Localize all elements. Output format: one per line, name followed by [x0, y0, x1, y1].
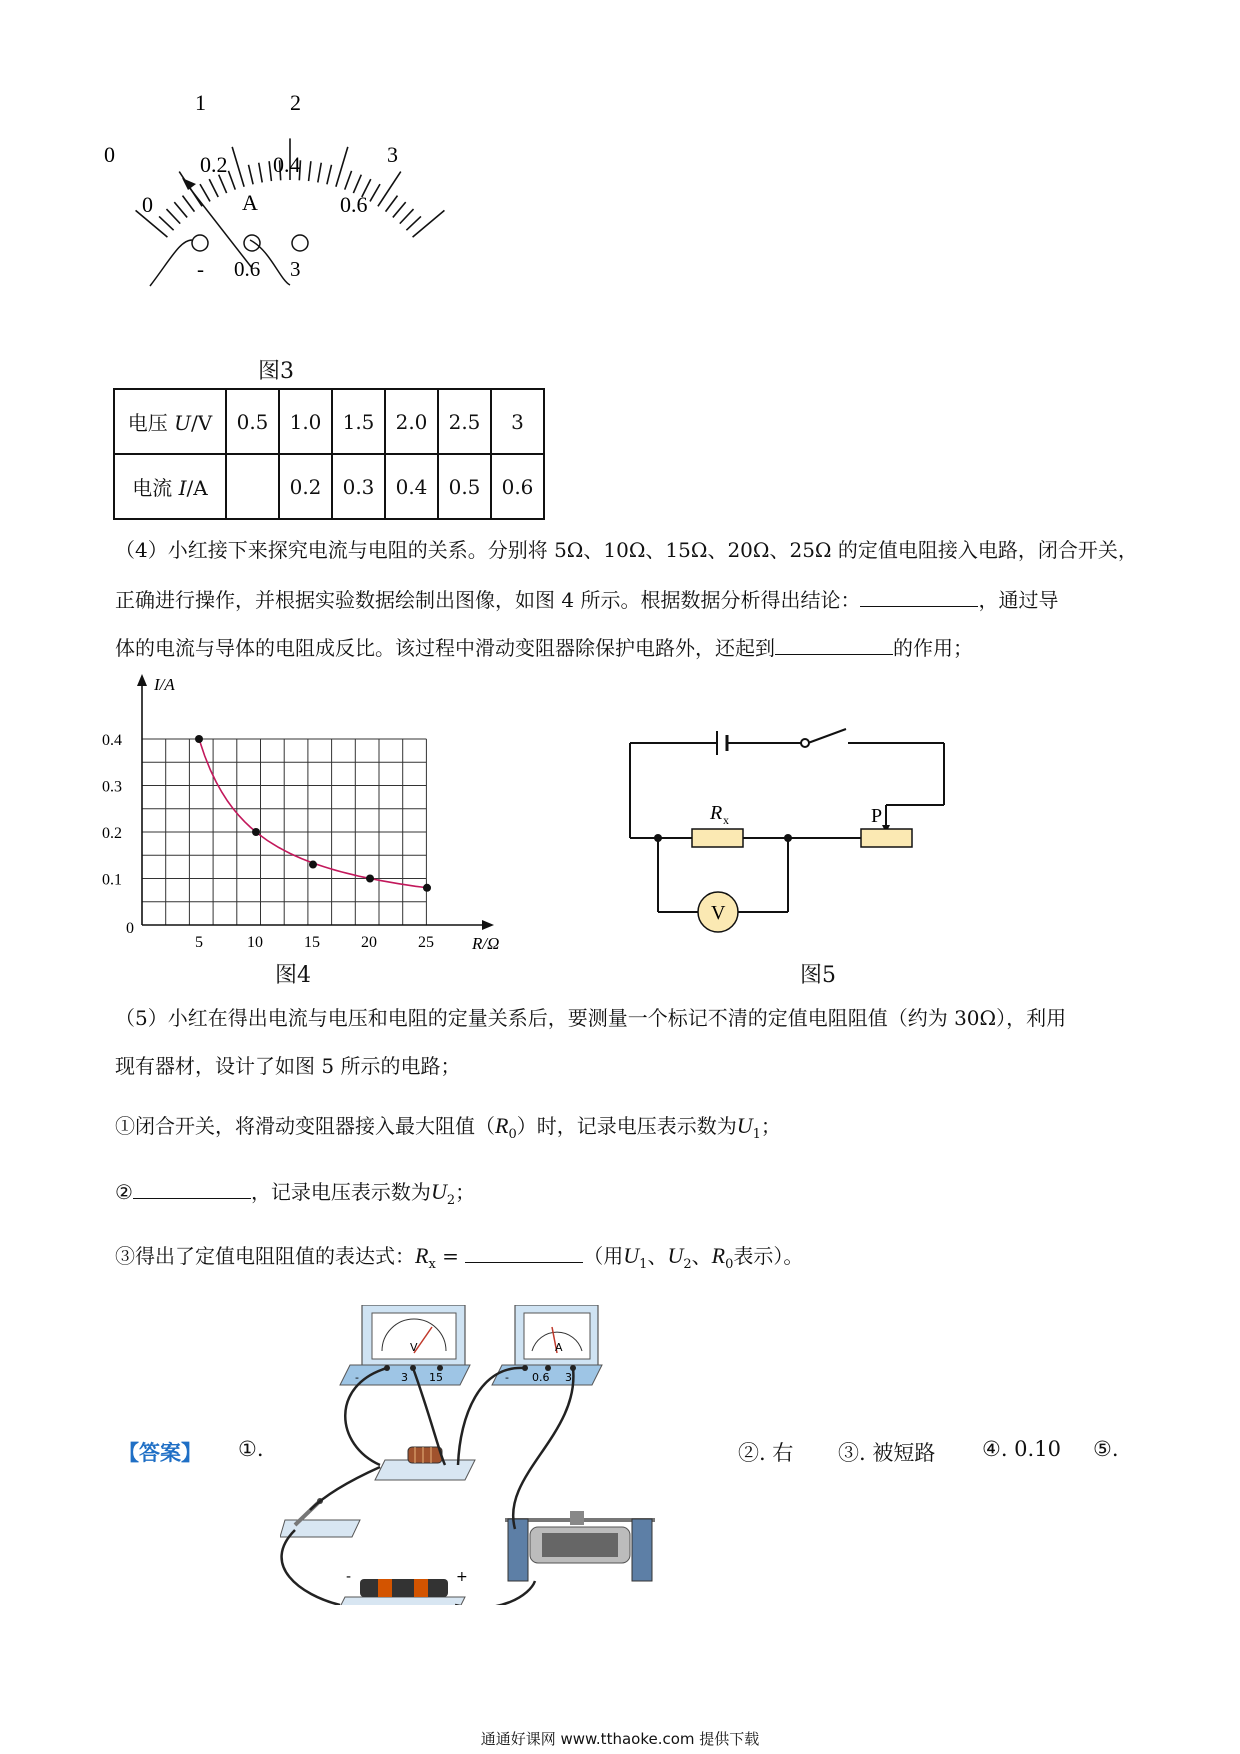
symbol-u: U: [623, 1243, 640, 1268]
dial-tick: [309, 161, 311, 181]
symbol-u: U: [736, 1113, 753, 1138]
dial-outer-label: 1: [195, 90, 206, 115]
table-cell: 0.4: [385, 454, 438, 519]
ammeter-terminal: 3: [565, 1371, 572, 1384]
table-cell: 1.0: [279, 389, 332, 454]
dial-tick: [159, 216, 174, 230]
step-text: ；: [455, 1180, 476, 1204]
answer-line: [118, 1437, 202, 1467]
dial-tick: [174, 202, 187, 217]
dial-tick: [393, 202, 406, 217]
current-resistance-graph: [100, 670, 520, 950]
data-point: [423, 884, 431, 892]
x-tick-label: 25: [418, 934, 434, 950]
q5-line-1: （5）小红在得出电流与电压和电阻的定量关系后，要测量一个标记不清的定值电阻阻值（约为 30Ω），利用: [115, 1006, 1067, 1030]
dial-tick: [232, 147, 244, 187]
data-point: [195, 735, 203, 743]
q5-line-2: 现有器材，设计了如图 5 所示的电路；: [115, 1054, 461, 1078]
separator: 、: [691, 1244, 712, 1268]
voltmeter-terminal: -: [355, 1371, 359, 1384]
answer-blank[interactable]: [860, 588, 978, 607]
table-cell: [226, 454, 279, 519]
dial-tick: [269, 161, 271, 181]
rheostat-device: [505, 1511, 655, 1581]
ammeter-device: [492, 1305, 602, 1385]
terminal-post: [244, 235, 260, 251]
battery-negative: -: [346, 1569, 352, 1585]
symbol-r: R: [711, 1243, 726, 1268]
y-axis-label: I/A: [154, 675, 175, 694]
step-text: ②: [115, 1180, 133, 1204]
q4-line-3: [115, 636, 1135, 658]
switch-contact: [801, 739, 809, 747]
dial-tick: [259, 163, 262, 183]
resistor-rx: [692, 829, 743, 847]
step-text: ③得出了定值电阻阻值的表达式：: [115, 1244, 415, 1268]
y-tick-label: 0.3: [102, 778, 122, 796]
subscript: 2: [683, 1257, 692, 1272]
table-cell: 0.6: [491, 454, 544, 519]
junction-dot: [654, 834, 662, 842]
step-text: （用: [583, 1244, 624, 1268]
table-cell: 0.5: [226, 389, 279, 454]
apparatus-illustration: [280, 1305, 700, 1605]
terminal-label: 0.6: [234, 257, 261, 281]
q4-line-2: [115, 588, 1135, 610]
y-tick-label: 0.4: [102, 732, 122, 749]
symbol-r: R: [495, 1113, 509, 1138]
figure-5-caption: 图5: [800, 963, 836, 988]
ammeter-terminal: -: [505, 1371, 509, 1384]
step-text: ①闭合开关，将滑动变阻器接入最大阻值（: [115, 1114, 495, 1138]
table-cell: 3: [491, 389, 544, 454]
answer-4: ④. 0.10: [982, 1437, 1061, 1461]
origin-label: 0: [126, 920, 134, 937]
voltmeter-device: [340, 1305, 470, 1385]
table-cell: 1.5: [332, 389, 385, 454]
battery-positive: +: [456, 1569, 468, 1585]
dial-tick: [166, 209, 180, 224]
terminal-post: [292, 235, 308, 251]
table-cell: 2.5: [438, 389, 491, 454]
x-axis-arrow: [482, 920, 494, 930]
dial-tick: [345, 171, 352, 190]
subscript: 0: [725, 1257, 734, 1272]
q4-line-3-text: 体的电流与导体的电阻成反比。该过程中滑动变阻器除保护电路外，还起到: [115, 636, 775, 660]
rx-label: R: [710, 802, 723, 824]
subscript: x: [428, 1257, 436, 1272]
data-point: [366, 875, 374, 883]
q4-line-1: （4）小红接下来探究电流与电阻的关系。分别将 5Ω、10Ω、15Ω、20Ω、25Ω 的定值电阻接入电路，闭合开关，: [115, 538, 1138, 562]
dial-tick: [209, 179, 218, 197]
dial-outer-label: 0: [104, 142, 115, 167]
dial-outer-label: 2: [290, 90, 301, 115]
y-tick-label: 0.2: [102, 825, 122, 842]
voltmeter-terminal: 3: [401, 1371, 408, 1384]
dial-inner-label: 0.2: [200, 152, 228, 177]
table-row: [114, 389, 544, 454]
answer-blank[interactable]: [133, 1180, 251, 1199]
dial-tick: [378, 172, 401, 207]
figure-3-caption: 图3: [258, 359, 294, 384]
data-point: [309, 861, 317, 869]
apparatus-picture: [280, 1305, 700, 1605]
q4-line-2-text: 正确进行操作，并根据实验数据绘制出图像，如图 4 所示。根据数据分析得出结论：: [115, 588, 861, 612]
y-axis-arrow: [137, 674, 147, 686]
step-text: ）时，记录电压表示数为: [516, 1114, 737, 1138]
rheostat: [861, 829, 912, 847]
table-row: [114, 454, 544, 519]
circuit-diagram: [610, 705, 970, 945]
x-tick-label: 20: [361, 934, 377, 950]
ammeter-terminal: 0.6: [532, 1371, 550, 1384]
table-cell: 0.5: [438, 454, 491, 519]
lead-wire: [150, 240, 192, 286]
dial-tick: [183, 196, 195, 212]
answer-blank[interactable]: [775, 636, 893, 655]
table-row-label: [114, 389, 226, 454]
terminal-post: [192, 235, 208, 251]
subscript: 1: [752, 1127, 761, 1142]
row-label-unit: /V: [191, 411, 213, 435]
answer-5: ⑤.: [1093, 1437, 1119, 1461]
dial-tick: [248, 165, 253, 184]
pointer-arrowhead: [182, 178, 196, 190]
figure-3: [100, 90, 480, 370]
voltmeter-label: V: [711, 902, 726, 924]
x-tick-label: 10: [247, 934, 263, 950]
dial-tick: [228, 171, 235, 190]
page-footer: 通通好课网 www.tthaoke.com 提供下载: [480, 1730, 760, 1748]
dial-tick: [413, 210, 445, 237]
dial-tick: [386, 196, 398, 212]
slider-label: P: [871, 805, 883, 827]
junction-dot: [784, 834, 792, 842]
separator: 、: [647, 1244, 668, 1268]
symbol-u: U: [667, 1243, 684, 1268]
answer-3: ③. 被短路: [838, 1441, 936, 1465]
figure-4: [100, 670, 520, 950]
battery-device: [337, 1569, 468, 1605]
step-text: ；: [760, 1114, 781, 1138]
ammeter-symbol-label: A: [555, 1341, 563, 1354]
x-axis-label: R/Ω: [472, 934, 500, 950]
symbol-u: U: [430, 1179, 447, 1204]
subscript: 0: [508, 1127, 517, 1142]
row-label-unit: /A: [186, 476, 208, 500]
connecting-wires: [282, 1368, 574, 1605]
row-label-symbol: I: [178, 476, 187, 500]
figure-5: [610, 705, 970, 945]
q5-step-1: [115, 1113, 1135, 1145]
answer-2: ②. 右: [738, 1441, 794, 1465]
subscript: 2: [446, 1193, 456, 1208]
data-point: [252, 828, 260, 836]
dial-tick: [327, 165, 332, 184]
dial-tick: [318, 163, 321, 183]
ammeter-dial-diagram: [100, 90, 480, 320]
voltmeter-symbol-label: V: [410, 1341, 418, 1354]
q5-step-2: [115, 1180, 1135, 1211]
row-label-text: 电压: [127, 411, 175, 435]
dial-unit: A: [242, 190, 258, 215]
answer-blank[interactable]: [465, 1244, 583, 1263]
dial-tick: [353, 175, 361, 193]
dial-inner-label: 0: [142, 192, 153, 217]
switch-blade: [808, 729, 846, 743]
subscript: 1: [639, 1257, 648, 1272]
dial-tick: [400, 209, 414, 224]
q5-step-3: [115, 1244, 1135, 1275]
dial-tick: [370, 184, 380, 201]
dial-tick: [406, 216, 421, 230]
voltmeter-terminal: 15: [429, 1371, 443, 1384]
table-cell: 0.2: [279, 454, 332, 519]
x-tick-label: 15: [304, 934, 320, 950]
figure-4-caption: 图4: [275, 963, 311, 988]
terminal-label: 3: [290, 257, 301, 281]
q4-line-2-tail: ，通过导: [978, 588, 1059, 612]
table-cell: 2.0: [385, 389, 438, 454]
row-label-text: 电流: [132, 476, 179, 500]
equals-sign: =: [435, 1244, 466, 1268]
answer-1: ①.: [238, 1437, 264, 1461]
row-label-symbol: U: [174, 411, 192, 435]
dial-inner-label: 0.6: [340, 192, 368, 217]
data-table: [113, 388, 545, 520]
dial-tick: [336, 147, 348, 187]
rx-subscript: x: [723, 813, 729, 827]
terminal-label: -: [197, 257, 204, 281]
table-row-label: [114, 454, 226, 519]
symbol-r: R: [415, 1243, 429, 1268]
switch-device: [280, 1498, 360, 1537]
x-tick-label: 5: [195, 934, 203, 950]
table-cell: 0.3: [332, 454, 385, 519]
dial-tick: [200, 184, 210, 201]
step-text: 表示）。: [733, 1244, 804, 1268]
step-text: ，记录电压表示数为: [250, 1180, 431, 1204]
q4-line-3-tail: 的作用；: [893, 636, 973, 660]
dial-inner-label: 0.4: [273, 152, 301, 177]
y-tick-label: 0.1: [102, 871, 122, 889]
answer-label: 【答案】: [118, 1441, 202, 1465]
dial-tick: [219, 175, 227, 193]
dial-outer-label: 3: [387, 142, 398, 167]
